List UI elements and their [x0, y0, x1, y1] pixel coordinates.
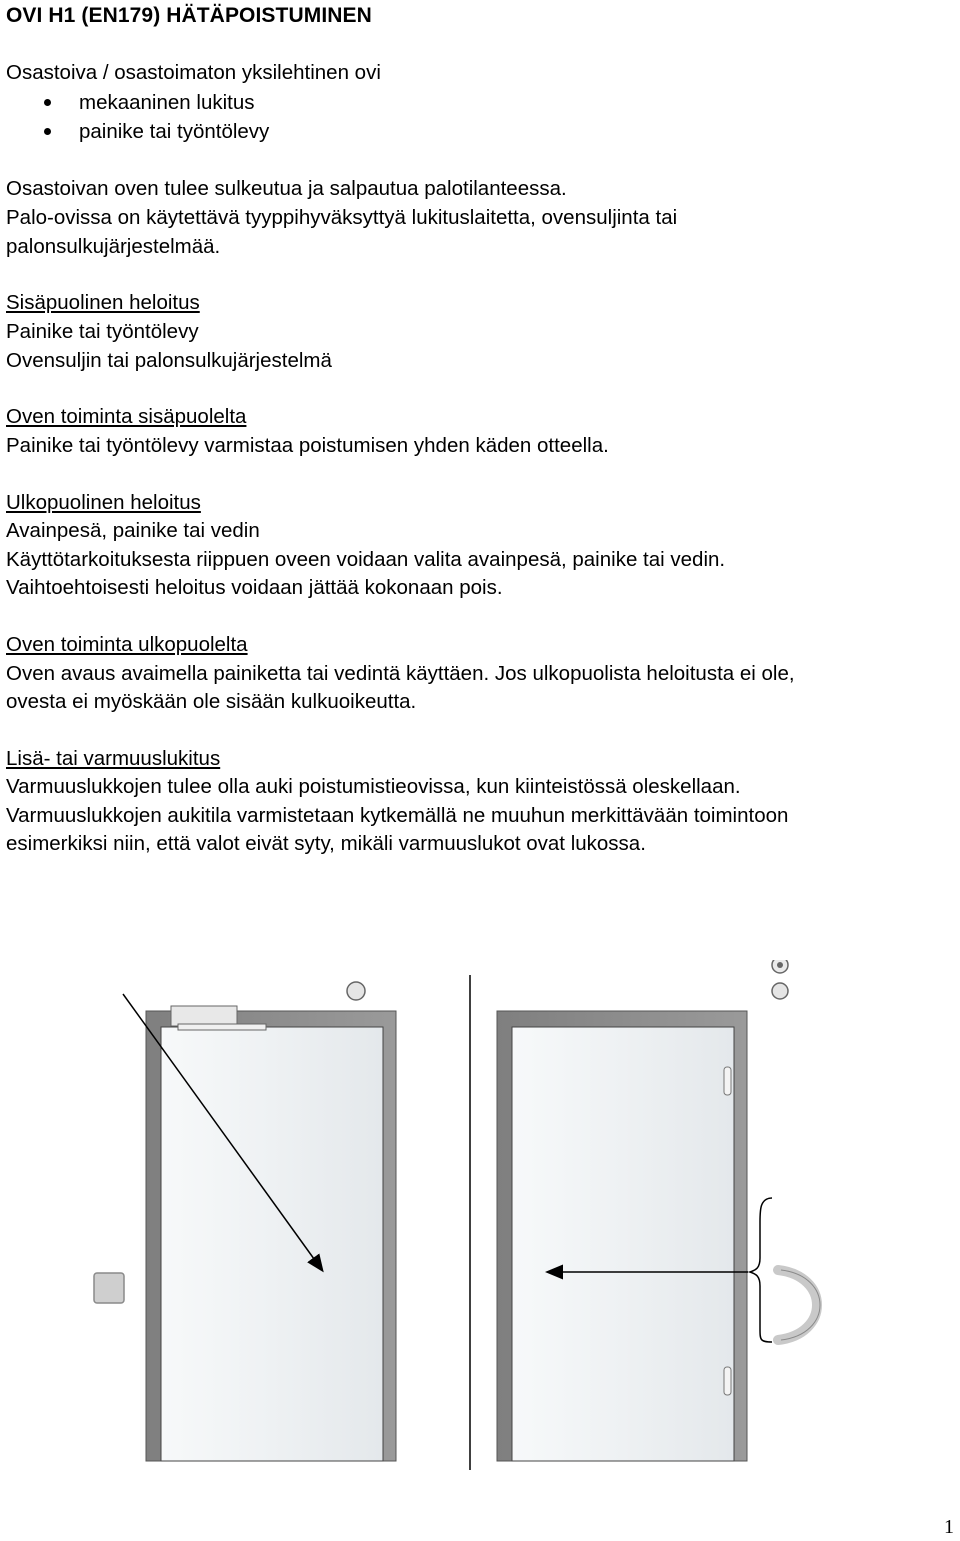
section-heading: Oven toiminta sisäpuolelta — [6, 405, 247, 428]
key-cylinder-icon — [772, 960, 788, 973]
bullet-icon — [44, 99, 51, 106]
section-heading: Oven toiminta ulkopuolelta — [6, 633, 248, 656]
door-closer-icon — [171, 1006, 237, 1026]
bullet-item: mekaaninen lukitus — [79, 91, 255, 114]
bullet-item: painike tai työntölevy — [79, 120, 270, 143]
outside-door-view — [497, 960, 820, 1500]
section-line: Oven avaus avaimella painiketta tai vedintä käyttäen. Jos ulkopuolista heloitusta ei ole, — [6, 662, 795, 685]
pull-handle-icon — [778, 1270, 817, 1340]
section-heading: Lisä- tai varmuuslukitus — [6, 747, 221, 770]
section-line: Varmuuslukkojen tulee olla auki poistumistieovissa, kun kiinteistössä oleskellaan. — [6, 775, 741, 798]
section-line: Painike tai työntölevy — [6, 320, 199, 343]
intro-heading: Osastoiva / osastoimaton yksilehtinen ovi — [6, 61, 381, 84]
section-line: ovesta ei myöskään ole sisään kulkuoikeutta. — [6, 690, 417, 713]
paragraph-line: Osastoivan oven tulee sulkeutua ja salpautua palotilanteessa. — [6, 177, 567, 200]
section-line: Painike tai työntölevy varmistaa poistumisen yhden käden otteella. — [6, 434, 609, 457]
paragraph-line: palonsulkujärjestelmää. — [6, 235, 221, 258]
section-line: esimerkiksi niin, että valot eivät syty, mikäli varmuuslukot ovat lukossa. — [6, 832, 646, 855]
hinge-icon — [724, 1367, 731, 1395]
section-line: Vaihtoehtoisesti heloitus voidaan jättää kokonaan pois. — [6, 576, 503, 599]
document-title: OVI H1 (EN179) HÄTÄPOISTUMINEN — [6, 4, 372, 27]
section-line: Käyttötarkoituksesta riippuen oveen voidaan valita avainpesä, painike tai vedin. — [6, 548, 726, 571]
push-button-icon — [94, 1273, 124, 1303]
bullet-icon — [44, 128, 51, 135]
inside-door-view — [94, 982, 396, 1500]
paragraph-line: Palo-ovissa on käytettävä tyyppihyväksyttyä lukituslaitetta, ovensuljinta tai — [6, 206, 678, 229]
door-illustration — [0, 960, 960, 1500]
section-line: Ovensuljin tai palonsulkujärjestelmä — [6, 349, 332, 372]
page-number: 1 — [944, 1516, 954, 1538]
section-line: Avainpesä, painike tai vedin — [6, 519, 260, 542]
section-line: Varmuuslukkojen aukitila varmistetaan kytkemällä ne muuhun merkittävään toimintoon — [6, 804, 789, 827]
section-heading: Ulkopuolinen heloitus — [6, 491, 201, 514]
door-leaf — [512, 1027, 734, 1461]
section-heading: Sisäpuolinen heloitus — [6, 291, 200, 314]
brace-icon — [750, 1198, 772, 1342]
lever-handle-icon — [772, 983, 812, 1500]
closer-arm-icon — [178, 1024, 266, 1030]
hinge-icon — [724, 1067, 731, 1095]
